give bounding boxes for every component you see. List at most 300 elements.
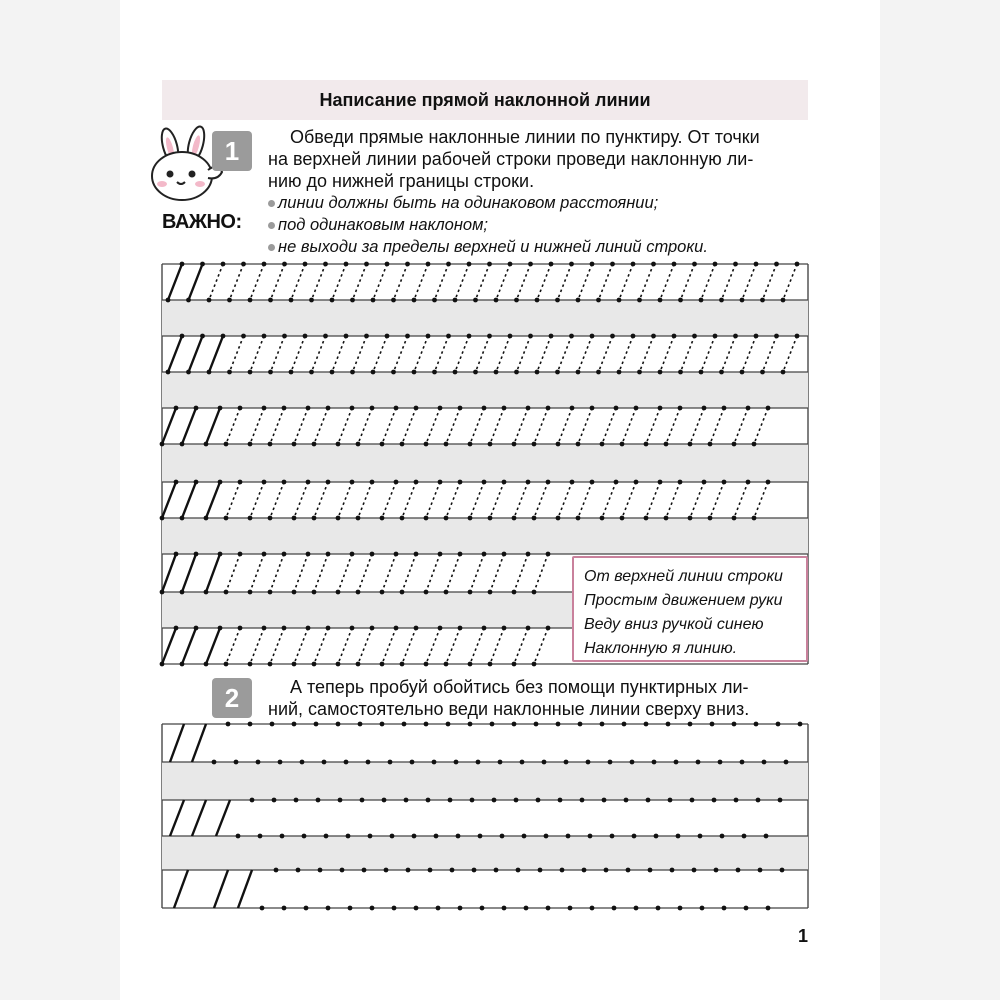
start-dot <box>174 626 179 631</box>
start-dot <box>385 334 390 339</box>
end-dot <box>371 298 376 303</box>
dotted-slanted-stroke <box>558 482 572 518</box>
end-dot <box>380 662 385 667</box>
end-dot <box>444 442 449 447</box>
start-dot <box>218 406 223 411</box>
start-dot <box>490 722 495 727</box>
start-dot <box>446 334 451 339</box>
dotted-slanted-stroke <box>514 482 528 518</box>
end-dot <box>292 662 297 667</box>
start-dot <box>360 798 365 803</box>
end-dot <box>586 760 591 765</box>
start-dot <box>754 722 759 727</box>
start-dot <box>631 262 636 267</box>
end-dot <box>414 906 419 911</box>
bullet-text: не выходи за пределы верхней и нижней линий строки. <box>278 238 708 256</box>
end-dot <box>637 298 642 303</box>
start-dot <box>780 868 785 873</box>
dotted-slanted-stroke <box>660 336 674 372</box>
end-dot <box>356 662 361 667</box>
start-dot <box>364 262 369 267</box>
start-dot <box>758 868 763 873</box>
start-dot <box>512 722 517 727</box>
end-dot <box>600 516 605 521</box>
end-dot <box>488 442 493 447</box>
end-dot <box>224 516 229 521</box>
dotted-slanted-stroke <box>666 408 680 444</box>
start-dot <box>414 626 419 631</box>
start-dot <box>194 552 199 557</box>
dotted-slanted-stroke <box>578 264 592 300</box>
start-dot <box>766 480 771 485</box>
end-dot <box>732 516 737 521</box>
end-dot <box>268 442 273 447</box>
end-dot <box>380 516 385 521</box>
start-dot <box>798 722 803 727</box>
start-dot <box>569 262 574 267</box>
start-dot <box>282 406 287 411</box>
end-dot <box>532 516 537 521</box>
end-dot <box>637 370 642 375</box>
start-dot <box>733 334 738 339</box>
end-dot <box>248 516 253 521</box>
start-dot <box>646 798 651 803</box>
end-dot <box>444 516 449 521</box>
start-dot <box>262 626 267 631</box>
start-dot <box>508 334 513 339</box>
dotted-slanted-stroke <box>402 628 416 664</box>
solid-slanted-stroke <box>182 628 196 664</box>
start-dot <box>634 480 639 485</box>
poem-line: Простым движением руки <box>584 592 783 609</box>
end-dot <box>480 906 485 911</box>
end-dot <box>500 834 505 839</box>
end-dot <box>260 906 265 911</box>
dotted-slanted-stroke <box>558 336 572 372</box>
start-dot <box>590 480 595 485</box>
end-dot <box>391 370 396 375</box>
end-dot <box>760 298 765 303</box>
start-dot <box>370 626 375 631</box>
start-dot <box>362 868 367 873</box>
dotted-slanted-stroke <box>426 482 440 518</box>
start-dot <box>546 626 551 631</box>
end-dot <box>498 760 503 765</box>
dotted-slanted-stroke <box>394 264 408 300</box>
end-dot <box>664 442 669 447</box>
end-dot <box>312 590 317 595</box>
dotted-slanted-stroke <box>681 336 695 372</box>
end-dot <box>412 370 417 375</box>
end-dot <box>454 760 459 765</box>
end-dot <box>744 906 749 911</box>
end-dot <box>524 906 529 911</box>
start-dot <box>262 552 267 557</box>
dotted-slanted-stroke <box>338 408 352 444</box>
dotted-slanted-stroke <box>783 264 797 300</box>
end-dot <box>688 516 693 521</box>
end-dot <box>268 590 273 595</box>
end-dot <box>752 516 757 521</box>
dotted-slanted-stroke <box>291 336 305 372</box>
solid-slanted-stroke <box>192 724 206 762</box>
start-dot <box>678 480 683 485</box>
dotted-slanted-stroke <box>783 336 797 372</box>
dotted-slanted-stroke <box>455 336 469 372</box>
dotted-slanted-stroke <box>414 264 428 300</box>
page-number: 1 <box>798 926 809 946</box>
dotted-slanted-stroke <box>534 554 548 592</box>
start-dot <box>238 480 243 485</box>
end-dot <box>596 370 601 375</box>
dotted-slanted-stroke <box>446 554 460 592</box>
dotted-slanted-stroke <box>314 408 328 444</box>
dotted-slanted-stroke <box>353 336 367 372</box>
start-dot <box>323 334 328 339</box>
dotted-slanted-stroke <box>599 264 613 300</box>
start-dot <box>262 406 267 411</box>
solid-slanted-stroke <box>206 554 220 592</box>
start-dot <box>468 722 473 727</box>
end-dot <box>722 906 727 911</box>
start-dot <box>472 868 477 873</box>
end-dot <box>160 590 165 595</box>
start-dot <box>590 262 595 267</box>
end-dot <box>424 662 429 667</box>
end-dot <box>535 370 540 375</box>
start-dot <box>248 722 253 727</box>
end-dot <box>532 590 537 595</box>
dotted-slanted-stroke <box>690 482 704 518</box>
dotted-slanted-stroke <box>314 554 328 592</box>
start-dot <box>502 406 507 411</box>
end-dot <box>204 662 209 667</box>
end-dot <box>304 906 309 911</box>
start-dot <box>282 262 287 267</box>
end-dot <box>473 370 478 375</box>
start-dot <box>508 262 513 267</box>
end-dot <box>356 442 361 447</box>
start-dot <box>526 480 531 485</box>
end-dot <box>400 442 405 447</box>
start-dot <box>614 480 619 485</box>
dotted-slanted-stroke <box>402 554 416 592</box>
start-dot <box>385 262 390 267</box>
start-dot <box>394 626 399 631</box>
end-dot <box>468 590 473 595</box>
start-dot <box>180 262 185 267</box>
start-dot <box>326 406 331 411</box>
dotted-slanted-stroke <box>435 336 449 372</box>
start-dot <box>200 262 205 267</box>
start-dot <box>414 406 419 411</box>
dotted-slanted-stroke <box>314 482 328 518</box>
end-dot <box>502 906 507 911</box>
start-dot <box>402 722 407 727</box>
important-label: ВАЖНО: <box>162 211 242 233</box>
dotted-slanted-stroke <box>338 628 352 664</box>
end-dot <box>424 442 429 447</box>
end-dot <box>762 760 767 765</box>
solid-slanted-stroke <box>214 870 228 908</box>
end-dot <box>424 590 429 595</box>
end-dot <box>160 662 165 667</box>
start-dot <box>282 626 287 631</box>
start-dot <box>502 552 507 557</box>
dotted-slanted-stroke <box>373 264 387 300</box>
start-dot <box>570 480 575 485</box>
end-dot <box>432 298 437 303</box>
start-dot <box>556 722 561 727</box>
end-dot <box>708 516 713 521</box>
end-dot <box>781 298 786 303</box>
end-dot <box>740 298 745 303</box>
dotted-slanted-stroke <box>722 336 736 372</box>
task-2-instruction-line-1: А теперь пробуй обойтись без помощи пунктирных ли- <box>290 677 749 697</box>
end-dot <box>180 516 185 521</box>
start-dot <box>776 722 781 727</box>
start-dot <box>578 722 583 727</box>
start-dot <box>702 406 707 411</box>
start-dot <box>238 406 243 411</box>
start-dot <box>303 334 308 339</box>
start-dot <box>754 334 759 339</box>
start-dot <box>626 868 631 873</box>
start-dot <box>200 334 205 339</box>
solid-slanted-stroke <box>209 336 223 372</box>
solid-slanted-stroke <box>206 628 220 664</box>
dotted-slanted-stroke <box>271 264 285 300</box>
row-shaded-band <box>162 518 808 554</box>
start-dot <box>526 626 531 631</box>
start-dot <box>384 868 389 873</box>
end-dot <box>620 442 625 447</box>
end-dot <box>412 298 417 303</box>
dotted-slanted-stroke <box>270 482 284 518</box>
start-dot <box>516 868 521 873</box>
end-dot <box>180 662 185 667</box>
start-dot <box>494 868 499 873</box>
end-dot <box>488 590 493 595</box>
end-dot <box>468 442 473 447</box>
start-dot <box>294 798 299 803</box>
solid-slanted-stroke <box>206 408 220 444</box>
dotted-slanted-stroke <box>742 336 756 372</box>
dotted-slanted-stroke <box>226 554 240 592</box>
dotted-slanted-stroke <box>312 336 326 372</box>
start-dot <box>482 406 487 411</box>
start-dot <box>194 480 199 485</box>
solid-slanted-stroke <box>182 408 196 444</box>
end-dot <box>718 760 723 765</box>
dotted-slanted-stroke <box>763 264 777 300</box>
start-dot <box>482 480 487 485</box>
solid-slanted-stroke <box>170 800 184 836</box>
solid-slanted-stroke <box>162 482 176 518</box>
end-dot <box>632 834 637 839</box>
dotted-slanted-stroke <box>742 264 756 300</box>
end-dot <box>224 442 229 447</box>
start-dot <box>370 552 375 557</box>
start-dot <box>438 552 443 557</box>
dotted-slanted-stroke <box>446 408 460 444</box>
dotted-slanted-stroke <box>358 482 372 518</box>
end-dot <box>546 906 551 911</box>
dotted-slanted-stroke <box>490 408 504 444</box>
end-dot <box>236 834 241 839</box>
start-dot <box>238 626 243 631</box>
poem-line: Веду вниз ручкой синею <box>584 616 764 633</box>
end-dot <box>617 370 622 375</box>
end-dot <box>700 906 705 911</box>
end-dot <box>370 906 375 911</box>
start-dot <box>736 868 741 873</box>
end-dot <box>204 442 209 447</box>
start-dot <box>350 552 355 557</box>
end-dot <box>380 590 385 595</box>
end-dot <box>512 662 517 667</box>
dotted-slanted-stroke <box>558 408 572 444</box>
solid-slanted-stroke <box>216 800 230 836</box>
start-dot <box>733 262 738 267</box>
end-dot <box>309 370 314 375</box>
end-dot <box>468 662 473 667</box>
start-dot <box>482 626 487 631</box>
start-dot <box>670 868 675 873</box>
dotted-slanted-stroke <box>226 628 240 664</box>
end-dot <box>478 834 483 839</box>
start-dot <box>303 262 308 267</box>
dotted-slanted-stroke <box>496 336 510 372</box>
start-dot <box>404 798 409 803</box>
end-dot <box>380 442 385 447</box>
dotted-slanted-stroke <box>578 482 592 518</box>
end-dot <box>652 760 657 765</box>
end-dot <box>678 298 683 303</box>
end-dot <box>514 370 519 375</box>
end-dot <box>392 906 397 911</box>
end-dot <box>644 442 649 447</box>
start-dot <box>314 722 319 727</box>
start-dot <box>774 262 779 267</box>
end-dot <box>476 760 481 765</box>
dotted-slanted-stroke <box>435 264 449 300</box>
end-dot <box>350 370 355 375</box>
end-dot <box>698 834 703 839</box>
start-dot <box>370 406 375 411</box>
end-dot <box>248 298 253 303</box>
end-dot <box>356 590 361 595</box>
start-dot <box>580 798 585 803</box>
page-title: Написание прямой наклонной линии <box>319 89 651 110</box>
start-dot <box>778 798 783 803</box>
solid-slanted-stroke <box>162 628 176 664</box>
dotted-slanted-stroke <box>382 408 396 444</box>
end-dot <box>556 442 561 447</box>
dotted-slanted-stroke <box>455 264 469 300</box>
start-dot <box>732 722 737 727</box>
dotted-slanted-stroke <box>426 554 440 592</box>
start-dot <box>282 334 287 339</box>
dotted-slanted-stroke <box>353 264 367 300</box>
end-dot <box>696 760 701 765</box>
end-dot <box>180 590 185 595</box>
start-dot <box>221 334 226 339</box>
solid-slanted-stroke <box>182 554 196 592</box>
dotted-slanted-stroke <box>666 482 680 518</box>
dotted-slanted-stroke <box>270 628 284 664</box>
start-dot <box>241 334 246 339</box>
poem-line: От верхней линии строки <box>584 568 783 585</box>
end-dot <box>268 298 273 303</box>
start-dot <box>174 480 179 485</box>
dotted-slanted-stroke <box>537 264 551 300</box>
end-dot <box>160 442 165 447</box>
dotted-slanted-stroke <box>754 408 768 444</box>
end-dot <box>514 298 519 303</box>
start-dot <box>250 798 255 803</box>
start-dot <box>746 406 751 411</box>
dotted-slanted-stroke <box>250 554 264 592</box>
dotted-slanted-stroke <box>602 408 616 444</box>
start-dot <box>569 334 574 339</box>
start-dot <box>316 798 321 803</box>
dotted-slanted-stroke <box>338 482 352 518</box>
dotted-slanted-stroke <box>250 336 264 372</box>
dotted-slanted-stroke <box>558 264 572 300</box>
start-dot <box>218 626 223 631</box>
end-dot <box>588 834 593 839</box>
start-dot <box>713 262 718 267</box>
dotted-slanted-stroke <box>250 482 264 518</box>
solid-slanted-stroke <box>162 554 176 592</box>
dotted-slanted-stroke <box>382 482 396 518</box>
start-dot <box>180 334 185 339</box>
dotted-slanted-stroke <box>294 554 308 592</box>
start-dot <box>414 480 419 485</box>
dotted-slanted-stroke <box>332 264 346 300</box>
dotted-slanted-stroke <box>394 336 408 372</box>
start-dot <box>658 406 663 411</box>
start-dot <box>644 722 649 727</box>
end-dot <box>348 906 353 911</box>
end-dot <box>227 298 232 303</box>
end-dot <box>312 516 317 521</box>
dotted-slanted-stroke <box>763 336 777 372</box>
start-dot <box>526 552 531 557</box>
end-dot <box>280 834 285 839</box>
dotted-slanted-stroke <box>646 408 660 444</box>
end-dot <box>610 834 615 839</box>
end-dot <box>488 516 493 521</box>
end-dot <box>346 834 351 839</box>
end-dot <box>234 760 239 765</box>
end-dot <box>336 516 341 521</box>
start-dot <box>672 334 677 339</box>
dotted-slanted-stroke <box>490 554 504 592</box>
start-dot <box>262 262 267 267</box>
start-dot <box>326 480 331 485</box>
start-dot <box>448 798 453 803</box>
dotted-slanted-stroke <box>701 264 715 300</box>
dotted-slanted-stroke <box>517 264 531 300</box>
end-dot <box>630 760 635 765</box>
end-dot <box>494 370 499 375</box>
solid-slanted-stroke <box>192 800 206 836</box>
start-dot <box>358 722 363 727</box>
dotted-slanted-stroke <box>640 336 654 372</box>
start-dot <box>538 868 543 873</box>
